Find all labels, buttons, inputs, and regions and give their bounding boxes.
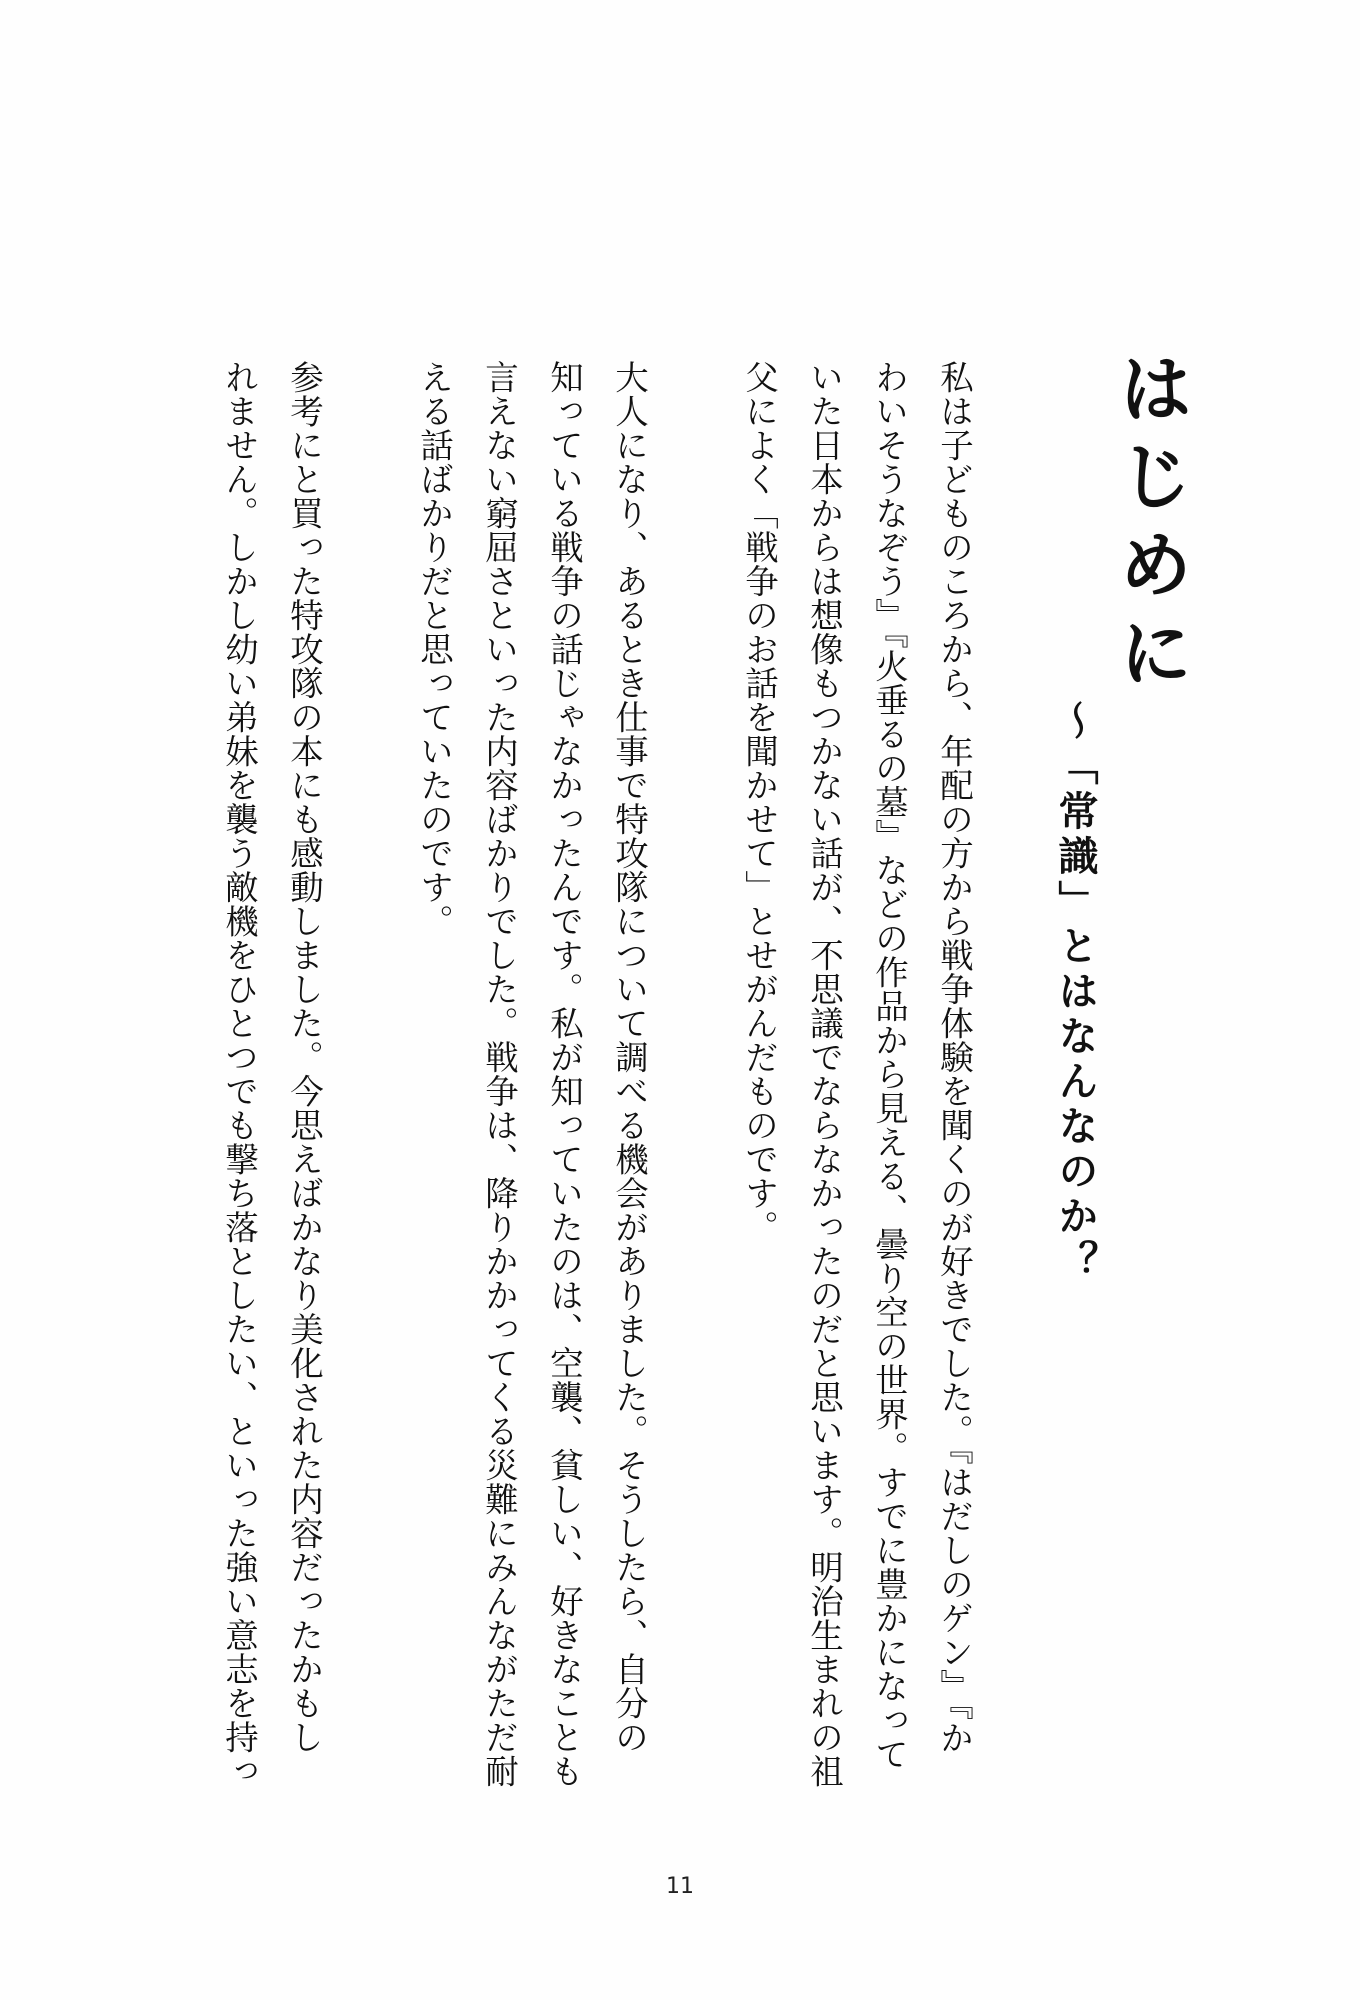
body-line: 参考にと買った特攻隊の本にも感動しました。今思えばかなり美化された内容だったかもし <box>284 360 324 1754</box>
body-line: 父によく「戦争のお話を聞かせて」とせがんだものです。 <box>739 360 779 1244</box>
chapter-heading <box>1052 350 1215 1350</box>
body-line: わいそうなぞう』『火垂るの墓』などの作品から見える、曇り空の世界。すでに豊かになって <box>869 360 909 1772</box>
chapter-title: はじめに <box>1107 350 1193 702</box>
page-number: 11 <box>666 1874 694 1899</box>
body-line: いた日本からは想像もつかない話が、不思議でならなかったのだと思います。明治生まれの祖 <box>804 360 844 1788</box>
chapter-subtitle: 〜「常識」とはなんなのか？ <box>1052 700 1098 1285</box>
body-line: 知っている戦争の話じゃなかったんです。私が知っていたのは、空襲、貧しい、好きなことも <box>544 360 584 1788</box>
body-line: 大人になり、あるとき仕事で特攻隊について調べる機会がありました。そうしたら、自分の <box>609 360 649 1754</box>
body-line: 私は子どものころから、年配の方から戦争体験を聞くのが好きでした。『はだしのゲン』『か <box>934 360 974 1755</box>
body-line: 言えない窮屈さといった内容ばかりでした。戦争は、降りかかってくる災難にみんながただ耐 <box>479 360 519 1788</box>
body-line: れません。しかし幼い弟妹を襲う敵機をひとつでも撃ち落としたい、といった強い意志を持っ <box>219 360 259 1788</box>
body-line: える話ばかりだと思っていたのです。 <box>414 360 454 938</box>
